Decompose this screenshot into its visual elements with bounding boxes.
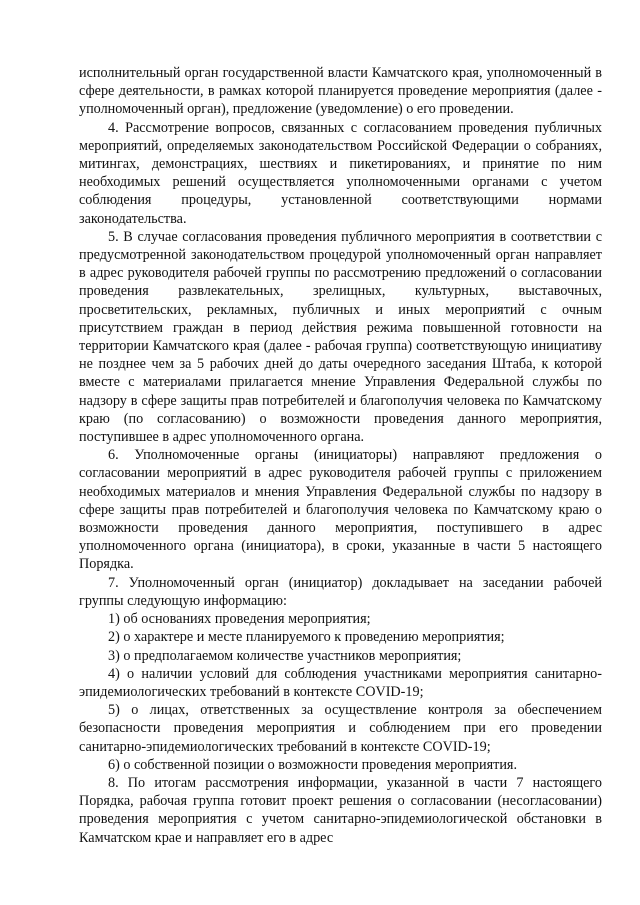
paragraph-executive-body: исполнительный орган государственной власти Камчатского края, уполномоченный в сфере деятельности, в рамках которой планируется проведение мероприятия (далее - уполномоченный орган), предложение (уведомление) о его проведении. bbox=[79, 65, 602, 118]
list-item-5: 5) о лицах, ответственных за осуществление контроля за обеспечением безопасности проведения мероприятия и соблюдением при его проведении санитарно-эпидемиологических требований в контексте COVID-19; bbox=[79, 702, 602, 755]
list-item-4: 4) о наличии условий для соблюдения участниками мероприятия санитарно-эпидемиологических требований в контексте COVID-19; bbox=[79, 665, 602, 700]
paragraph-5: 5. В случае согласования проведения публичного мероприятия в соответствии с предусмотренной законодательством процедурой уполномоченный орган направляет в адрес руководителя рабочей группы по рассмотрению предложений о согласовании проведения развлекательных, зрелищных, культурных, выставочных, просветительских, рекламных, публичных и иных мероприятий с очным присутствием граждан в период действия режима повышенной готовности на территории Камчатского края (далее - рабочая группа) соответствующую инициативу не позднее чем за 5 рабочих дней до даты очередного заседания Штаба, к которой вместе с материалами прилагается мнение Управления Федеральной службы по надзору в сфере защиты прав потребителей и благополучия человека по Камчатскому краю (по согласованию) о возможности проведения данного мероприятия, поступившее в адрес уполномоченного органа. bbox=[79, 228, 602, 446]
paragraph-6: 6. Уполномоченные органы (инициаторы) направляют предложения о согласовании мероприятий в адрес руководителя рабочей группы с приложением необходимых материалов и мнения Управления Федеральной службы по надзору в сфере защиты прав потребителей и благополучия человека по Камчатскому краю о возможности проведения данного мероприятия, поступившего в адрес уполномоченного органа (инициатора), в сроки, указанные в части 5 настоящего Порядка. bbox=[79, 447, 602, 573]
paragraph-8: 8. По итогам рассмотрения информации, указанной в части 7 настоящего Порядка, рабочая группа готовит проект решения о согласовании (несогласовании) проведения мероприятия с учетом санитарно-эпидемиологической обстановки в Камчатском крае и направляет его в адрес bbox=[79, 774, 602, 846]
paragraph-7: 7. Уполномоченный орган (инициатор) докладывает на заседании рабочей группы следующую информацию: bbox=[79, 574, 602, 609]
document-body bbox=[79, 64, 602, 847]
list-item-6: 6) о собственной позиции о возможности проведения мероприятия. bbox=[108, 756, 517, 773]
list-item-3: 3) о предполагаемом количестве участников мероприятия; bbox=[108, 647, 462, 664]
list-item-2: 2) о характере и месте планируемого к проведению мероприятия; bbox=[108, 629, 505, 646]
paragraph-4: 4. Рассмотрение вопросов, связанных с согласованием проведения публичных мероприятий, определяемых законодательством Российской Федерации о собраниях, митингах, демонстрациях, шествиях и пикетированиях, и принятие по ним необходимых решений осуществляется уполномоченными органами с учетом соблюдения процедуры, установленной соответствующими нормами законодательства. bbox=[79, 119, 602, 227]
list-item-1: 1) об основаниях проведения мероприятия; bbox=[108, 611, 371, 628]
